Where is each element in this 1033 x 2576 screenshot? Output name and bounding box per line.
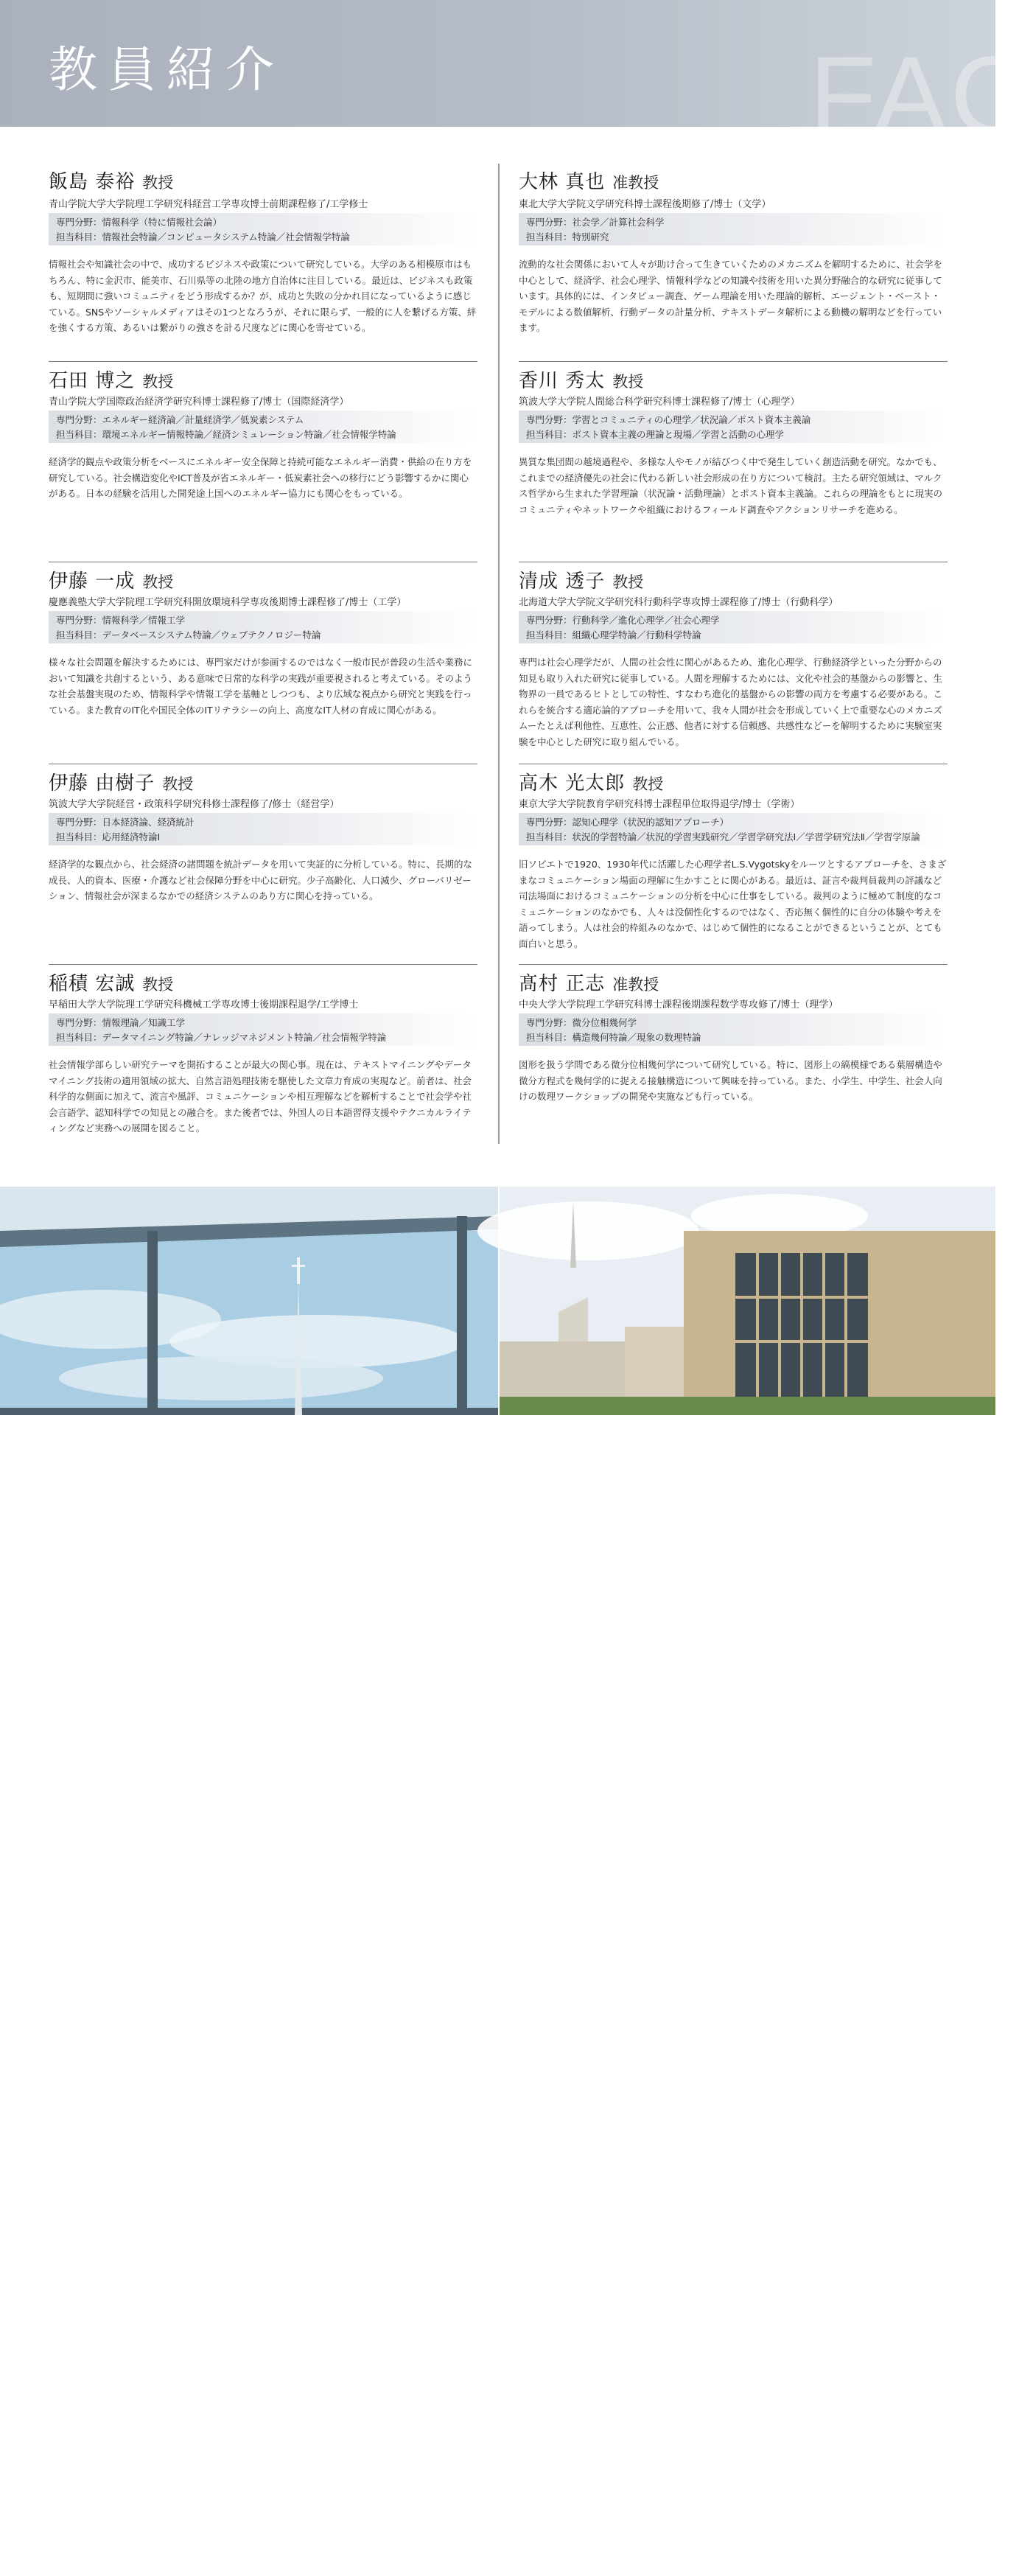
faculty-name: 清成 透子 xyxy=(519,570,606,593)
faculty-name: 香川 秀太 xyxy=(519,370,606,392)
faculty-fields-box xyxy=(49,1013,477,1046)
faculty-fields-box xyxy=(49,611,477,643)
faculty-name-row xyxy=(49,768,193,795)
faculty-name-row xyxy=(519,968,659,996)
faculty-degree: 東京大学大学院教育学研究科博士課程単位取得退学/博士（学術） xyxy=(519,799,800,810)
faculty-name-row xyxy=(519,768,663,795)
faculty-name: 伊藤 由樹子 xyxy=(49,772,155,795)
faculty-rank: 教授 xyxy=(612,373,644,391)
faculty-card xyxy=(519,164,948,361)
faculty-description: 異質な集団間の越境過程や、多様な人やモノが結びつく中で発生していく創造活動を研究。なかでも、これまでの経済優先の社会に代わる新しい社会形成の在り方について検討。主たる研究領域は、マルクス哲学から生まれた学習理論（状況論・活動理論）とポスト資本主義論。これらの理論をもとに現実のコミュニティやネットワークや組織におけるフィールド調査やアクションリサーチを進める。 xyxy=(519,456,943,515)
faculty-name-row xyxy=(49,167,173,194)
faculty-card xyxy=(49,361,477,559)
faculty-rank: 教授 xyxy=(162,775,194,793)
faculty-name: 大林 真也 xyxy=(519,171,606,193)
faculty-courses: 担当科目：データベースシステム特論／ウェブテクノロジー特論 xyxy=(56,629,321,640)
faculty-name-row xyxy=(49,566,173,593)
page-title: 教員紹介 xyxy=(49,41,284,98)
card-divider xyxy=(49,964,477,965)
faculty-card xyxy=(519,764,948,961)
faculty-card xyxy=(49,764,477,961)
faculty-rank: 准教授 xyxy=(612,174,659,192)
page-number: 09 xyxy=(53,2562,69,2576)
faculty-degree: 青山学院大学大学院理工学研究科経営工学専攻博士前期課程修了/工学修士 xyxy=(49,199,368,210)
faculty-name-row xyxy=(519,167,659,194)
faculty-field: 専門分野：日本経済論、経済統計 xyxy=(56,817,195,828)
faculty-description: 経済学的な観点から、社会経済の諸問題を統計データを用いて実証的に分析している。特に、長期的な成長、人的資本、医療・介護など社会保障分野を中心に研究。少子高齢化、人口減少、グローバリゼーション、情報社会が深まるなかでの経済システムのあり方に関心を持っている。 xyxy=(49,859,473,901)
faculty-field: 専門分野：微分位相幾何学 xyxy=(526,1017,637,1028)
faculty-name-row xyxy=(519,366,643,393)
faculty-name: 稲積 宏誠 xyxy=(49,973,136,995)
faculty-courses: 担当科目：組織心理学特論／行動科学特論 xyxy=(526,629,701,640)
faculty-field: 専門分野：社会学／計算社会科学 xyxy=(526,217,665,228)
faculty-description: 社会情報学部らしい研究テーマを開拓することが最大の関心事。現在は、テキストマイニングやデータマイニング技術の適用領域の拡大、自然言語処理技術を駆使した文章力育成の実現など。前者は、社会科学的な側面に加えて、流言や風評、コミュニケーションや相互理解などを解析することで社会学や社会言語学、認知科学での知見との融合を。また後者では、外国人の日本語習得支援やテクニカルライティングなど実務への展開を図ること。 xyxy=(49,1059,472,1134)
faculty-courses: 担当科目：特別研究 xyxy=(526,231,609,242)
chapel-window-illustration xyxy=(0,1187,498,1415)
faculty-degree: 青山学院大学国際政治経済学研究科博士課程修了/博士（国際経済学） xyxy=(49,397,349,408)
faculty-card xyxy=(519,562,948,759)
card-divider xyxy=(519,361,948,362)
faculty-name: 石田 博之 xyxy=(49,370,136,392)
faculty-degree: 慶應義塾大学大学院理工学研究科開放環境科学専攻後期博士課程修了/博士（工学） xyxy=(49,597,407,608)
page-header xyxy=(0,0,1033,157)
faculty-fields-box xyxy=(519,1013,948,1046)
faculty-card xyxy=(519,964,948,1162)
faculty-rank: 教授 xyxy=(142,573,174,591)
faculty-courses: 担当科目：データマイニング特論／ナレッジマネジメント特論／社会情報学特論 xyxy=(56,1032,387,1043)
faculty-degree: 中央大学大学院理工学研究科博士課程後期課程数学専攻修了/博士（理学） xyxy=(519,999,838,1010)
column-divider xyxy=(498,164,500,1144)
faculty-fields-box xyxy=(519,611,948,643)
faculty-fields-box xyxy=(49,813,477,845)
faculty-description: 様々な社会問題を解決するためには、専門家だけが参画するのではなく一般市民が普段の生活や業務において知識を共創するという、ある意味で日常的な科学の実践が重要視されると考えている。そのような社会基盤実現のため、情報科学や情報工学を基軸としつつも、より広域な視点から研究と実践を行っている。また教育のIT化や国民全体のITリテラシーの向上、高度なIT人材の育成に関心がある。 xyxy=(49,657,473,716)
faculty-fields-box xyxy=(519,813,948,845)
faculty-rank: 教授 xyxy=(632,775,664,793)
faculty-card xyxy=(519,361,948,559)
faculty-description: 図形を扱う学問である微分位相幾何学について研究している。特に、図形上の縞模様である葉層構造や微分方程式を幾何学的に捉える接触構造について興味を持っている。また、小学生、中学生、社会人向けの数理ワークショップの開発や実施なども行っている。 xyxy=(519,1059,942,1102)
faculty-fields-box xyxy=(519,213,948,245)
faculty-description: 流動的な社会関係において人々が助け合って生きていくためのメカニズムを解明するために、社会学を中心として、経済学、社会心理学、情報科学などの知識や技術を用いた異分野融合的な研究に従事しています。具体的には、インタビュー調査、ゲーム理論を用いた理論的解析、エージェント・ベースト・モデルによる数値解析、行動データの計量分析、テキストデータ解析による動機の解明などを行っています。 xyxy=(519,259,943,333)
faculty-field: 専門分野：学習とコミュニティの心理学／状況論／ポスト資本主義論 xyxy=(526,414,811,425)
card-divider xyxy=(519,964,948,965)
faculty-card xyxy=(49,562,477,759)
faculty-name: 高木 光太郎 xyxy=(519,772,626,795)
faculty-card xyxy=(49,964,477,1162)
faculty-field: 専門分野：行動科学／進化心理学／社会心理学 xyxy=(526,615,720,626)
chapel-window-photo xyxy=(0,1187,498,2576)
faculty-courses: 担当科目：状況的学習特論／状況的学習実践研究／学習学研究法Ⅰ／学習学研究法Ⅱ／学習学原論 xyxy=(526,831,920,842)
faculty-field: 専門分野：情報理論／知識工学 xyxy=(56,1017,186,1028)
faculty-degree: 早稲田大学大学院理工学研究科機械工学専攻博士後期課程退学/工学博士 xyxy=(49,999,359,1010)
faculty-rank: 教授 xyxy=(612,573,644,591)
faculty-field: 専門分野：エネルギー経済論／計量経済学／低炭素システム xyxy=(56,414,304,425)
faculty-name-row xyxy=(519,566,643,593)
faculty-rank: 教授 xyxy=(142,976,174,994)
faculty-description: 専門は社会心理学だが、人間の社会性に関心があるため、進化心理学、行動経済学といった分野からの知見も取り入れた研究に従事している。人間を理解するためには、文化や社会的基盤からの影響と、生物界の一員であるヒトとしての特性、すなわち進化的基盤からの影響の両方を考慮する必要がある。これらを統合する適応論的アプローチを用いて、我々人間が社会を形成していく上で重要な心のメカニズムーたとえば利他性、互恵性、公正感、他者に対する信頼感、共感性などーを解明するために実験室実験を中心とした研究に取り組んでいる。 xyxy=(519,657,943,747)
faculty-fields-box xyxy=(519,411,948,443)
faculty-degree: 東北大学大学院文学研究科博士課程後期修了/博士（文学） xyxy=(519,199,771,210)
faculty-degree: 北海道大学大学院文学研究科行動科学専攻博士課程修了/博士（行動科学） xyxy=(519,597,838,608)
faculty-courses: 担当科目：構造幾何特論／現象の数理特論 xyxy=(526,1032,701,1043)
faculty-description: 情報社会や知識社会の中で、成功するビジネスや政策について研究している。大学のある相模原市はもちろん、特に金沢市、能美市、石川県等の北陸の地方自治体に注目している。最近は、ビジネスも政策も、短期間に強いコミュニティをどう形成するか？が、成功と失敗の分かれ目になっているように感じている。SNSやソーシャルメディアはその1つとなろうが、それに限らず、一般的に人を繋げる方策、絆を強くする方策、あるいは繋がりの強さを計る尺度などに関心を寄せている。 xyxy=(49,259,477,333)
faculty-name: 伊藤 一成 xyxy=(49,570,136,593)
faculty-name-row xyxy=(49,968,173,996)
faculty-courses: 担当科目：環境エネルギー情報特論／経済シミュレーション特論／社会情報学特論 xyxy=(56,429,396,440)
card-divider xyxy=(49,361,477,362)
faculty-degree: 筑波大学大学院経営・政策科学研究科修士課程修了/修士（経営学） xyxy=(49,799,340,810)
faculty-fields-box xyxy=(49,213,477,245)
header-watermark: FAC xyxy=(809,33,1033,157)
faculty-description: 経済学的観点や政策分析をベースにエネルギー安全保障と持続可能なエネルギー消費・供給の在り方を研究している。社会構造変化やICT普及が省エネルギー・低炭素社会への移行にどう影響するかに関心がある。日本の経験を活用した開発途上国へのエネルギー協力にも関心をもっている。 xyxy=(49,456,472,499)
faculty-courses: 担当科目：ポスト資本主義の理論と現場／学習と活動の心理学 xyxy=(526,429,785,440)
faculty-field: 専門分野：情報科学／情報工学 xyxy=(56,615,186,626)
faculty-field: 専門分野：情報科学（特に情報社会論） xyxy=(56,217,223,228)
faculty-courses: 担当科目：応用経済特論I xyxy=(56,831,161,842)
campus-buildings-illustration xyxy=(500,1187,995,1415)
faculty-field: 専門分野：認知心理学（状況的認知アプローチ） xyxy=(526,817,729,828)
faculty-rank: 教授 xyxy=(142,174,174,192)
faculty-name: 髙村 正志 xyxy=(519,973,606,995)
faculty-fields-box xyxy=(49,411,477,443)
faculty-card xyxy=(49,164,477,361)
faculty-name-row xyxy=(49,366,173,393)
campus-buildings-photo xyxy=(500,1187,995,1415)
faculty-courses: 担当科目：情報社会特論／コンピュータシステム特論／社会情報学特論 xyxy=(56,231,350,242)
faculty-rank: 准教授 xyxy=(612,976,659,994)
faculty-description: 旧ソビエトで1920、1930年代に活躍した心理学者L.S.Vygotskyをルーツとするアプローチを、さまざまなコミュニケーション場面の理解に生かすことに関心がある。最近は、証言や裁判員裁判の評議など司法場面におけるコミュニケーションの分析を中心に仕事をしている。裁判のように極めて制度的なコミュニケーションのなかでも、人々は没個性化するのではなく、否応無く個性的に自分の体験や考えを語ってしまう。人は社会的枠組みのなかで、はじめて個性的になることができるということが、とても面白いと思う。 xyxy=(519,859,947,949)
faculty-degree: 筑波大学大学院人間総合科学研究科博士課程修了/博士（心理学） xyxy=(519,397,800,408)
faculty-rank: 教授 xyxy=(142,373,174,391)
faculty-name: 飯島 泰裕 xyxy=(49,171,136,193)
